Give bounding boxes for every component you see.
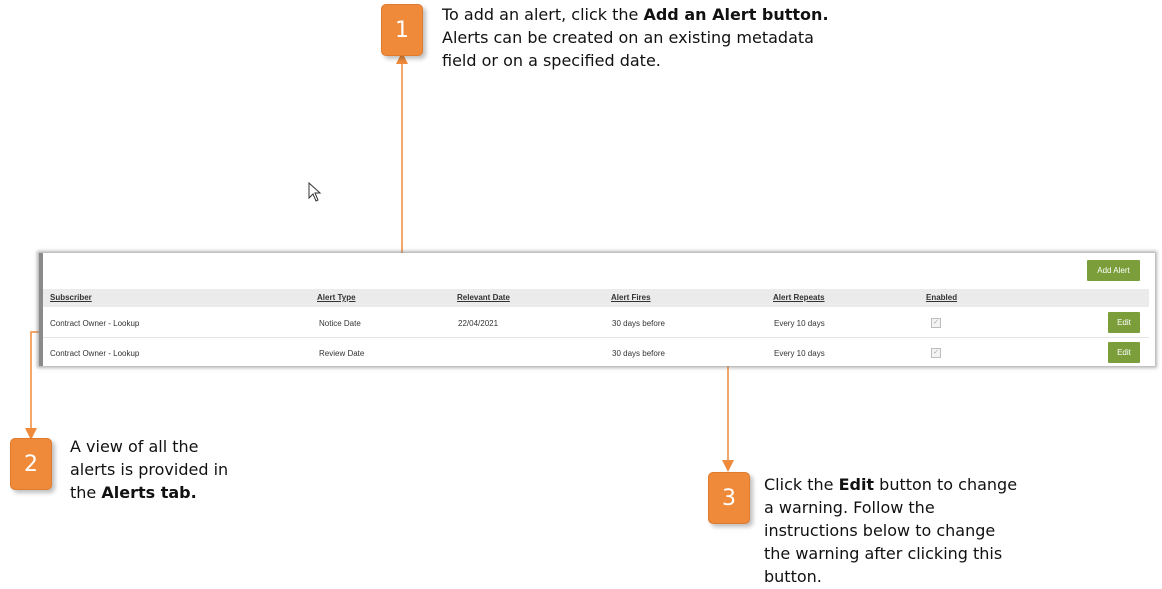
cell-subscriber: Contract Owner - Lookup xyxy=(50,319,140,328)
column-header-enabled[interactable]: Enabled xyxy=(926,293,958,302)
column-header-subscriber[interactable]: Subscriber xyxy=(50,293,92,302)
edit-button[interactable]: Edit xyxy=(1108,342,1140,363)
callout-3-line-2: a warning. Follow the xyxy=(764,498,935,517)
callout-3-line-1: Click the Edit button to change xyxy=(764,475,1018,494)
cell-alert-fires: 30 days before xyxy=(612,319,665,328)
callout-2-line-1: A view of all the xyxy=(70,437,199,456)
cell-relevant-date: 22/04/2021 xyxy=(458,319,499,328)
row-divider xyxy=(43,337,1149,338)
cell-alert-type: Notice Date xyxy=(319,319,361,328)
alerts-panel xyxy=(39,253,1155,366)
enabled-checkbox[interactable]: ✓ xyxy=(931,318,941,328)
column-header-relevant-date[interactable]: Relevant Date xyxy=(457,293,510,302)
mouse-pointer-icon xyxy=(308,182,322,202)
callout-badge-3: 3 xyxy=(708,472,750,524)
cell-alert-repeats: Every 10 days xyxy=(774,319,825,328)
callout-text-1 xyxy=(442,3,829,72)
callout-badge-2: 2 xyxy=(10,438,52,490)
callout-1-line-1: To add an alert, click the Add an Alert button. xyxy=(442,5,829,24)
enabled-checkbox[interactable]: ✓ xyxy=(931,348,941,358)
edit-button[interactable]: Edit xyxy=(1108,312,1140,333)
column-header-alert-type[interactable]: Alert Type xyxy=(317,293,356,302)
table-header xyxy=(43,289,1149,307)
callout-3-line-4: the warning after clicking this xyxy=(764,544,1003,563)
cell-subscriber: Contract Owner - Lookup xyxy=(50,349,140,358)
cell-alert-type: Review Date xyxy=(319,349,365,358)
callout-text-3 xyxy=(764,473,1017,588)
callout-2-line-2: alerts is provided in xyxy=(70,460,229,479)
callout-text-2 xyxy=(70,435,228,504)
callout-1-line-3: field or on a specified date. xyxy=(442,51,661,70)
column-header-alert-repeats[interactable]: Alert Repeats xyxy=(773,293,825,302)
arrow-1 xyxy=(402,58,1087,268)
column-header-alert-fires[interactable]: Alert Fires xyxy=(611,293,651,302)
cell-alert-repeats: Every 10 days xyxy=(774,349,825,358)
add-alert-button[interactable]: Add Alert xyxy=(1087,260,1140,281)
cell-alert-fires: 30 days before xyxy=(612,349,665,358)
arrow-3 xyxy=(728,351,1108,466)
callout-3-line-3: instructions below to change xyxy=(764,521,996,540)
callout-3-line-5: button. xyxy=(764,567,822,586)
callout-2-line-3: the Alerts tab. xyxy=(70,483,197,502)
callout-1-line-2: Alerts can be created on an existing metadata xyxy=(442,28,814,47)
callout-badge-1: 1 xyxy=(381,4,423,56)
